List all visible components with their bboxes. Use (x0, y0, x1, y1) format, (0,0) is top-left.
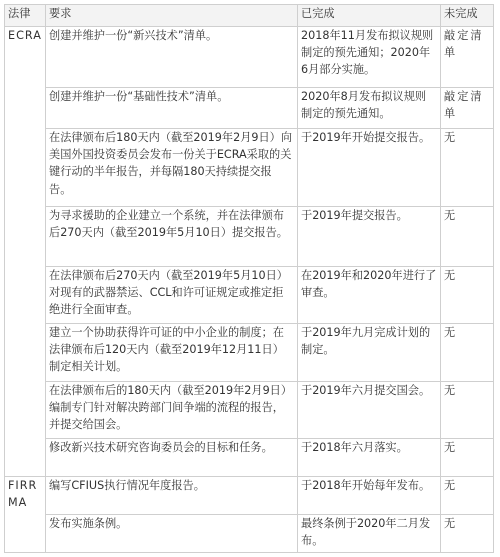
pending-cell: 无 (441, 207, 494, 267)
table-row (5, 267, 494, 324)
done-cell: 于2019年九月完成计划的制定。 (298, 324, 441, 382)
pending-cell: 无 (441, 515, 494, 553)
pending-cell: 无 (441, 324, 494, 382)
table-row (5, 207, 494, 267)
law-cell-ecra: ECRA (5, 27, 46, 477)
header-pending: 未完成 (441, 5, 494, 27)
pending-cell: 敲定清单 (441, 88, 494, 129)
pending-cell: 无 (441, 477, 494, 515)
completion-table (4, 4, 494, 553)
table-row (5, 129, 494, 207)
pending-cell: 无 (441, 267, 494, 324)
pending-cell: 敲定清单 (441, 27, 494, 88)
done-cell: 在2019年和2020年进行了审查。 (298, 267, 441, 324)
requirement-cell: 为寻求援助的企业建立一个系统，并在法律颁布后270天内（截至2019年5月10日）提交报告。 (46, 207, 298, 267)
requirement-cell: 发布实施条例。 (46, 515, 298, 553)
done-cell: 2018年11月发布拟议规则制定的预先通知；2020年6月部分实施。 (298, 27, 441, 88)
pending-cell: 无 (441, 439, 494, 477)
done-cell: 最终条例于2020年二月发布。 (298, 515, 441, 553)
header-law: 法律 (5, 5, 46, 27)
done-cell: 2020年8月发布拟议规则制定的预先通知。 (298, 88, 441, 129)
header-done: 已完成 (298, 5, 441, 27)
table-row (5, 477, 494, 515)
requirement-cell: 创建并维护一份“基础性技术”清单。 (46, 88, 298, 129)
header-requirement: 要求 (46, 5, 298, 27)
table-row (5, 515, 494, 553)
table-header-row (5, 5, 494, 27)
requirement-cell: 修改新兴技术研究咨询委员会的目标和任务。 (46, 439, 298, 477)
done-cell: 于2019年六月提交国会。 (298, 382, 441, 439)
table-row (5, 382, 494, 439)
requirement-cell: 创建并维护一份“新兴技术”清单。 (46, 27, 298, 88)
requirement-cell: 建立一个协助获得许可证的中小企业的制度；在法律颁布后120天内（截至2019年12月11日）制定相关计划。 (46, 324, 298, 382)
requirement-cell: 在法律颁布后270天内（截至2019年5月10日）对现有的武器禁运、CCL和许可证规定或推定拒绝进行全面审查。 (46, 267, 298, 324)
table-row (5, 88, 494, 129)
table-row (5, 27, 494, 88)
requirement-cell: 在法律颁布后的180天内（截至2019年2月9日）编制专门针对解决跨部门间争端的流程的报告，并提交给国会。 (46, 382, 298, 439)
table-row (5, 439, 494, 477)
done-cell: 于2019年开始提交报告。 (298, 129, 441, 207)
requirement-cell: 在法律颁布后180天内（截至2019年2月9日）向美国外国投资委员会发布一份关于ECRA采取的关键行动的半年报告，并每隔180天持续提交报告。 (46, 129, 298, 207)
requirement-cell: 编写CFIUS执行情况年度报告。 (46, 477, 298, 515)
done-cell: 于2018年六月落实。 (298, 439, 441, 477)
law-cell-firrma: FIRRMA (5, 477, 46, 553)
done-cell: 于2019年提交报告。 (298, 207, 441, 267)
pending-cell: 无 (441, 129, 494, 207)
pending-cell: 无 (441, 382, 494, 439)
done-cell: 于2018年开始每年发布。 (298, 477, 441, 515)
table-row (5, 324, 494, 382)
